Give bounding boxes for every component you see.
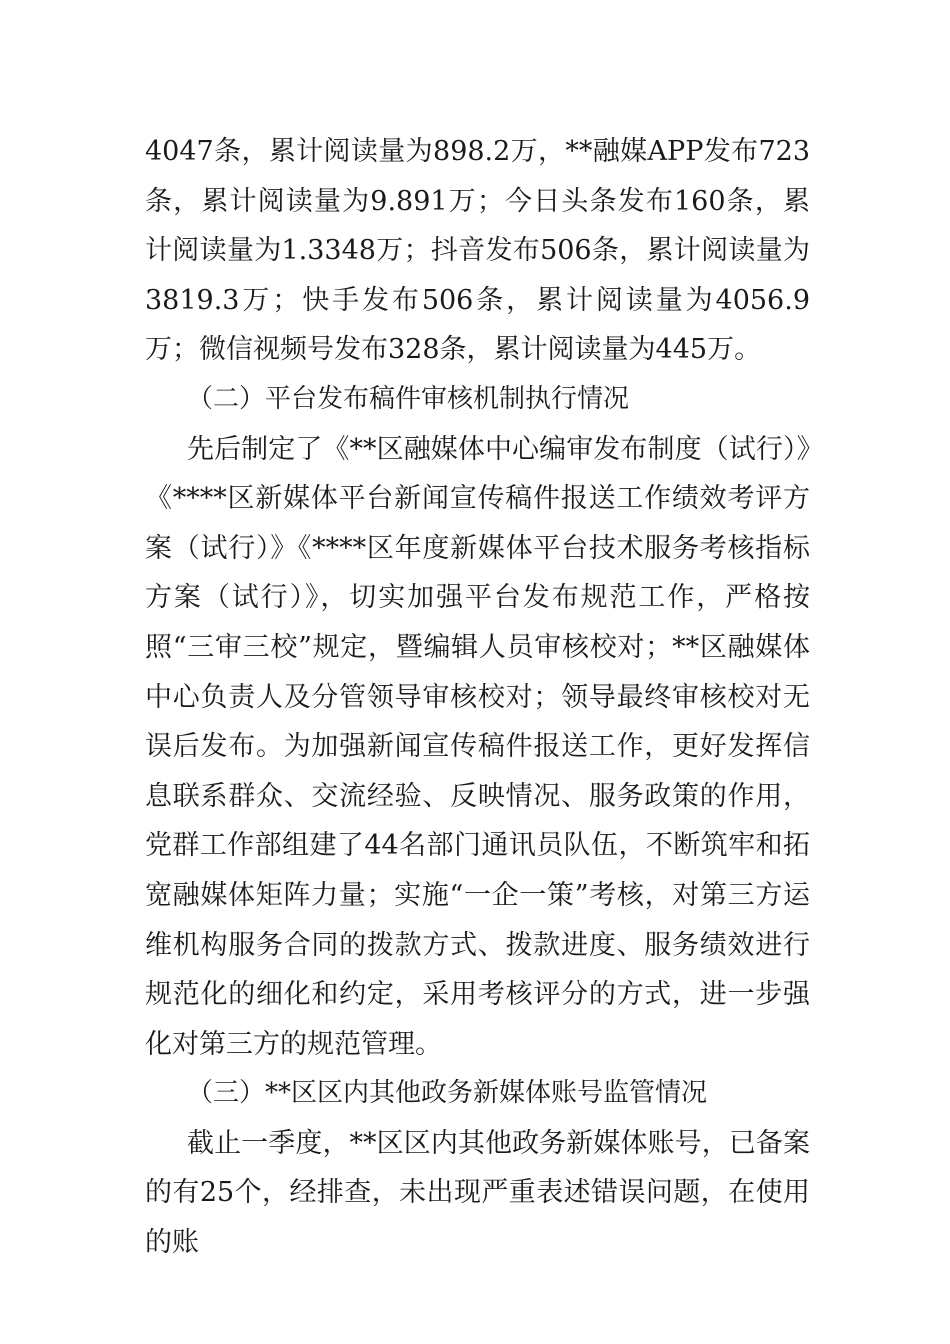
paragraph-account-supervision: 截止一季度，**区区内其他政务新媒体账号，已备案的有25个，经排查，未出现严重表述错误问题，在使用的账 [145, 1127, 810, 1259]
section-heading-account-supervision: （三）**区区内其他政务新媒体账号监管情况 [187, 1078, 708, 1109]
section-heading-review-mechanism: （二）平台发布稿件审核机制执行情况 [187, 383, 630, 414]
paragraph-review-mechanism: 先后制定了《**区融媒体中心编审发布制度（试行）》《****区新媒体平台新闻宣传稿件报送工作绩效考评方案（试行）》《****区年度新媒体平台技术服务考核指标方案（试行）》，切实加强平台发布规范工作，严格按照“三审三校”规定，暨编辑人员审核校对；**区融媒体中心负责人及分管领导审核校对；领导最终审核校对无误后发布。为加强新闻宣传稿件报送工作，更好发挥信息联系群众、交流经验、反映情况、服务政策的作用，党群工作部组建了44名部门通讯员队伍，不断筑牢和拓宽融媒体矩阵力量；实施“一企一策”考核，对第三方运维机构服务合同的拨款方式、拨款进度、服务绩效进行规范化的细化和约定，采用考核评分的方式，进一步强化对第三方的规范管理。 [145, 433, 810, 1060]
document-body [145, 127, 810, 1268]
paragraph-platform-statistics: 4047条，累计阅读量为898.2万，**融媒APP发布723条，累计阅读量为9.891万；今日头条发布160条，累计阅读量为1.3348万；抖音发布506条，累计阅读量为3819.3万；快手发布506条，累计阅读量为4056.9万；微信视频号发布328条，累计阅读量为445万。 [145, 136, 810, 366]
